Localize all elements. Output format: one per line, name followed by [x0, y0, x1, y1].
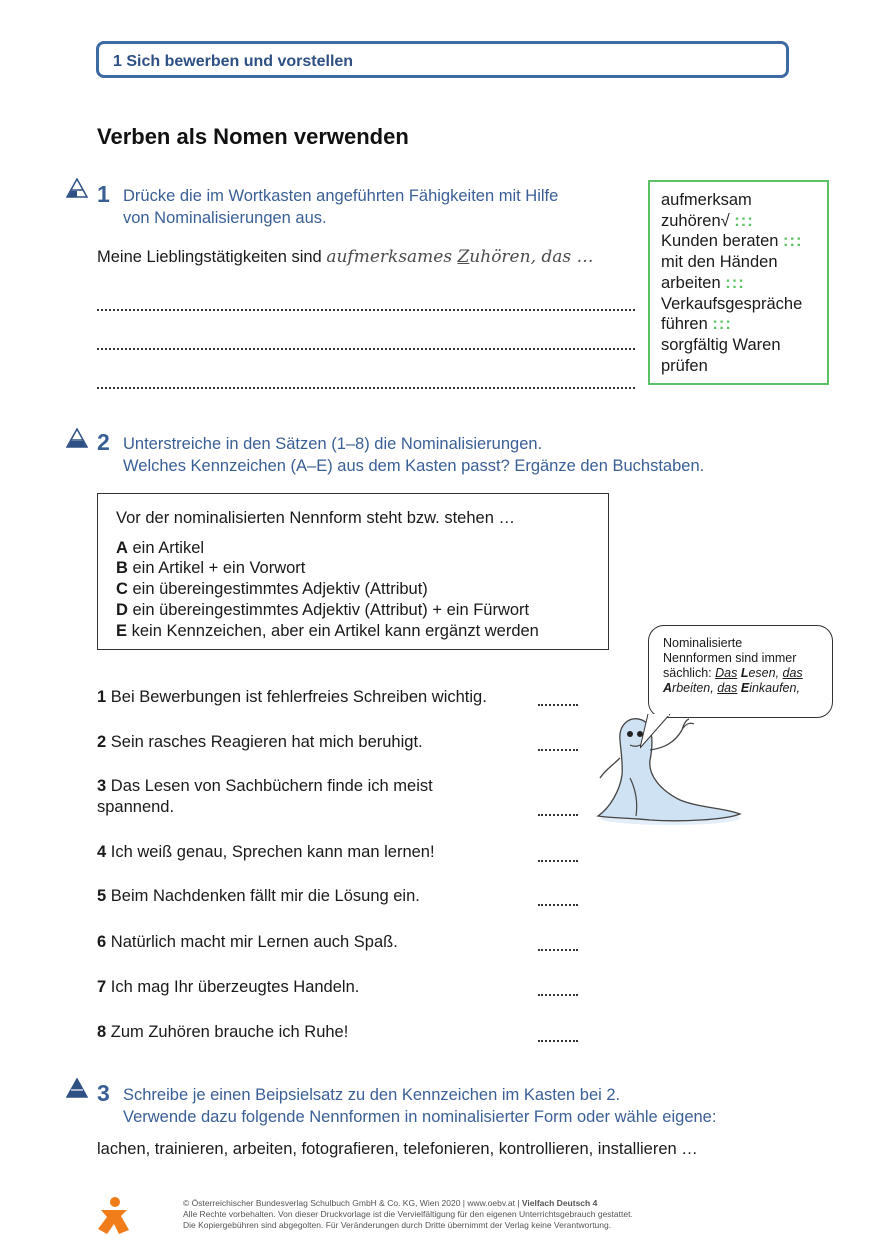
bubble-line	[663, 681, 822, 696]
answer-field[interactable]	[538, 984, 578, 996]
answer-field[interactable]	[538, 894, 578, 906]
word-box-line	[661, 273, 817, 294]
word-box-line	[661, 314, 817, 335]
bubble-line: Nominalisierte	[663, 636, 743, 650]
criterion-b	[116, 558, 608, 579]
task-3-word-list: lachen, trainieren, arbeiten, fotografieren, telefonieren, kontrollieren, installieren …	[97, 1140, 698, 1158]
sentence-text: Sein rasches Reagieren hat mich beruhigt.	[106, 733, 423, 751]
answer-line[interactable]	[97, 373, 635, 389]
publisher-logo-icon	[95, 1196, 133, 1236]
handwritten-example	[326, 247, 593, 267]
word-box	[648, 180, 829, 385]
separator: :::	[712, 315, 732, 334]
page-title: Verben als Nomen verwenden	[97, 124, 409, 149]
task-2-instruction	[123, 433, 704, 477]
sentence-number: 2	[97, 733, 107, 751]
word-box-line	[661, 211, 817, 232]
bubble-bold-letter: L	[740, 666, 749, 680]
criterion-a	[116, 538, 608, 559]
criterion-letter: C	[116, 580, 128, 599]
separator: :::	[783, 232, 803, 251]
bubble-text: inkaufen	[749, 681, 797, 695]
answer-field[interactable]	[538, 850, 578, 862]
criteria-intro: Vor der nominalisierten Nennform steht bzw. stehen …	[116, 509, 515, 527]
criterion-letter: A	[116, 538, 128, 557]
sentence-4	[97, 842, 537, 863]
bubble-text: ,	[710, 681, 718, 695]
task-1-instruction-line1: Drücke die im Wortkasten angeführten Fähigkeiten mit Hilfe	[123, 187, 559, 205]
footer-text: © Österreichischer Bundesverlag Schulbuch GmbH & Co. KG, Wien 2020 | www.oebv.at |	[183, 1198, 522, 1208]
bubble-bold-letter: A	[663, 681, 673, 695]
word-box-item: Kunden beraten	[661, 232, 779, 251]
footer-line: Die Kopiergebühren sind abgegolten. Für Veränderungen durch Dritte übernimmt der Verlag keine Verantwortung.	[183, 1220, 612, 1230]
chapter-title: 1 Sich bewerben und vorstellen	[113, 53, 354, 70]
criterion-c	[116, 579, 608, 600]
bubble-article: Das	[715, 666, 738, 680]
sentence-5	[97, 886, 537, 907]
footer-line	[183, 1198, 633, 1209]
footer-copyright	[183, 1198, 633, 1231]
task-1-instruction-line2: von Nominalisierungen aus.	[123, 209, 327, 227]
task-1-example	[97, 247, 594, 267]
word-box-line	[661, 231, 817, 252]
sentence-6	[97, 932, 537, 953]
sentence-number: 5	[97, 887, 107, 905]
sentence-number: 8	[97, 1023, 107, 1041]
criteria-box	[97, 493, 609, 650]
task-3-instruction	[123, 1084, 716, 1128]
sentence-text: Ich mag Ihr überzeugtes Handeln.	[106, 978, 360, 996]
task-2-instruction-line2: Welches Kennzeichen (A–E) aus dem Kasten passt? Ergänze den Buchstaben.	[123, 457, 705, 475]
bubble-text: ,	[775, 666, 783, 680]
separator: :::	[734, 211, 754, 230]
handwritten-underlined-letter: Z	[457, 247, 470, 267]
sentence-number: 1	[97, 688, 107, 706]
criterion-text: ein übereingestimmtes Adjektiv (Attribut) + ein Fürwort	[127, 600, 530, 619]
sentence-text: Zum Zuhören brauche ich Ruhe!	[106, 1023, 349, 1041]
handwritten-part-b: uhören, das …	[469, 247, 594, 267]
bubble-text: sächlich:	[663, 666, 716, 680]
word-box-line: aufmerksam	[661, 191, 752, 209]
word-box-item: zuhören√	[661, 211, 730, 230]
answer-field[interactable]	[538, 694, 578, 706]
word-box-line: prüfen	[661, 356, 708, 375]
bubble-tail	[640, 714, 700, 750]
sentence-3	[97, 776, 482, 817]
difficulty-level-icon	[66, 1078, 88, 1098]
speech-bubble	[648, 625, 833, 718]
task-3-instruction-line1: Schreibe je einen Beipsielsatz zu den Kennzeichen im Kasten bei 2.	[123, 1086, 621, 1104]
sentence-2	[97, 732, 537, 753]
footer-book-title: Vielfach Deutsch 4	[521, 1198, 598, 1208]
sentence-7	[97, 977, 537, 998]
sentence-number: 6	[97, 933, 107, 951]
bubble-text: ,	[796, 681, 800, 695]
task-3-instruction-line2: Verwende dazu folgende Nennformen in nominalisierter Form oder wähle eigene:	[123, 1108, 717, 1126]
criterion-text: ein Artikel	[127, 538, 205, 557]
chapter-header	[96, 41, 789, 78]
footer-line: Alle Rechte vorbehalten. Von dieser Druckvorlage ist die Vervielfältigung für den eigenen Unterrichtsgebrauch gestattet.	[183, 1209, 633, 1219]
bubble-article: das	[717, 681, 738, 695]
example-sentence-start: Meine Lieblingstätigkeiten sind	[97, 248, 322, 266]
sentence-text: Natürlich macht mir Lernen auch Spaß.	[106, 933, 398, 951]
word-box-line: mit den Händen	[661, 253, 778, 272]
sentence-number: 7	[97, 978, 107, 996]
bubble-line	[663, 666, 822, 681]
handwritten-part-a: aufmerksames	[326, 247, 458, 267]
answer-line[interactable]	[97, 295, 635, 311]
task-1-number: 1	[97, 181, 110, 207]
bubble-text: rbeiten	[672, 681, 711, 695]
criterion-letter: E	[116, 621, 128, 640]
word-box-line: sorgfältig Waren	[661, 335, 781, 354]
bubble-line: Nennformen sind immer	[663, 651, 797, 665]
sentence-text: Das Lesen von Sachbüchern finde ich meist spannend.	[97, 777, 433, 816]
criterion-d	[116, 600, 608, 621]
criterion-text: ein übereingestimmtes Adjektiv (Attribut)	[127, 580, 428, 599]
answer-field[interactable]	[538, 1030, 578, 1042]
sentence-text: Beim Nachdenken fällt mir die Lösung ein.	[106, 887, 420, 905]
sentence-8	[97, 1022, 537, 1043]
sentence-1	[97, 687, 537, 708]
sentence-text: Ich weiß genau, Sprechen kann man lernen!	[106, 843, 435, 861]
answer-field[interactable]	[538, 804, 578, 816]
task-1-instruction	[123, 185, 558, 229]
answer-field[interactable]	[538, 739, 578, 751]
criterion-e	[116, 621, 608, 642]
task-2-instruction-line1: Unterstreiche in den Sätzen (1–8) die Nominalisierungen.	[123, 435, 543, 453]
criterion-text: ein Artikel + ein Vorwort	[127, 559, 306, 578]
task-2-number: 2	[97, 429, 110, 455]
bubble-bold-letter: E	[740, 681, 750, 695]
answer-line[interactable]	[97, 334, 635, 350]
word-box-line: Verkaufsgespräche	[661, 294, 803, 313]
criterion-letter: D	[116, 600, 128, 619]
bubble-article: das	[782, 666, 803, 680]
criterion-text: kein Kennzeichen, aber ein Artikel kann ergänzt werden	[127, 621, 539, 640]
sentence-number: 4	[97, 843, 107, 861]
difficulty-level-icon	[66, 428, 88, 448]
answer-field[interactable]	[538, 939, 578, 951]
difficulty-level-icon	[66, 178, 88, 198]
separator: :::	[725, 273, 745, 292]
task-3-number: 3	[97, 1080, 110, 1106]
sentence-number: 3	[97, 777, 107, 795]
criterion-letter: B	[116, 559, 128, 578]
sentence-text: Bei Bewerbungen ist fehlerfreies Schreiben wichtig.	[106, 688, 487, 706]
word-box-item: führen	[661, 315, 708, 334]
bubble-text: esen	[748, 666, 776, 680]
word-box-item: arbeiten	[661, 273, 721, 292]
